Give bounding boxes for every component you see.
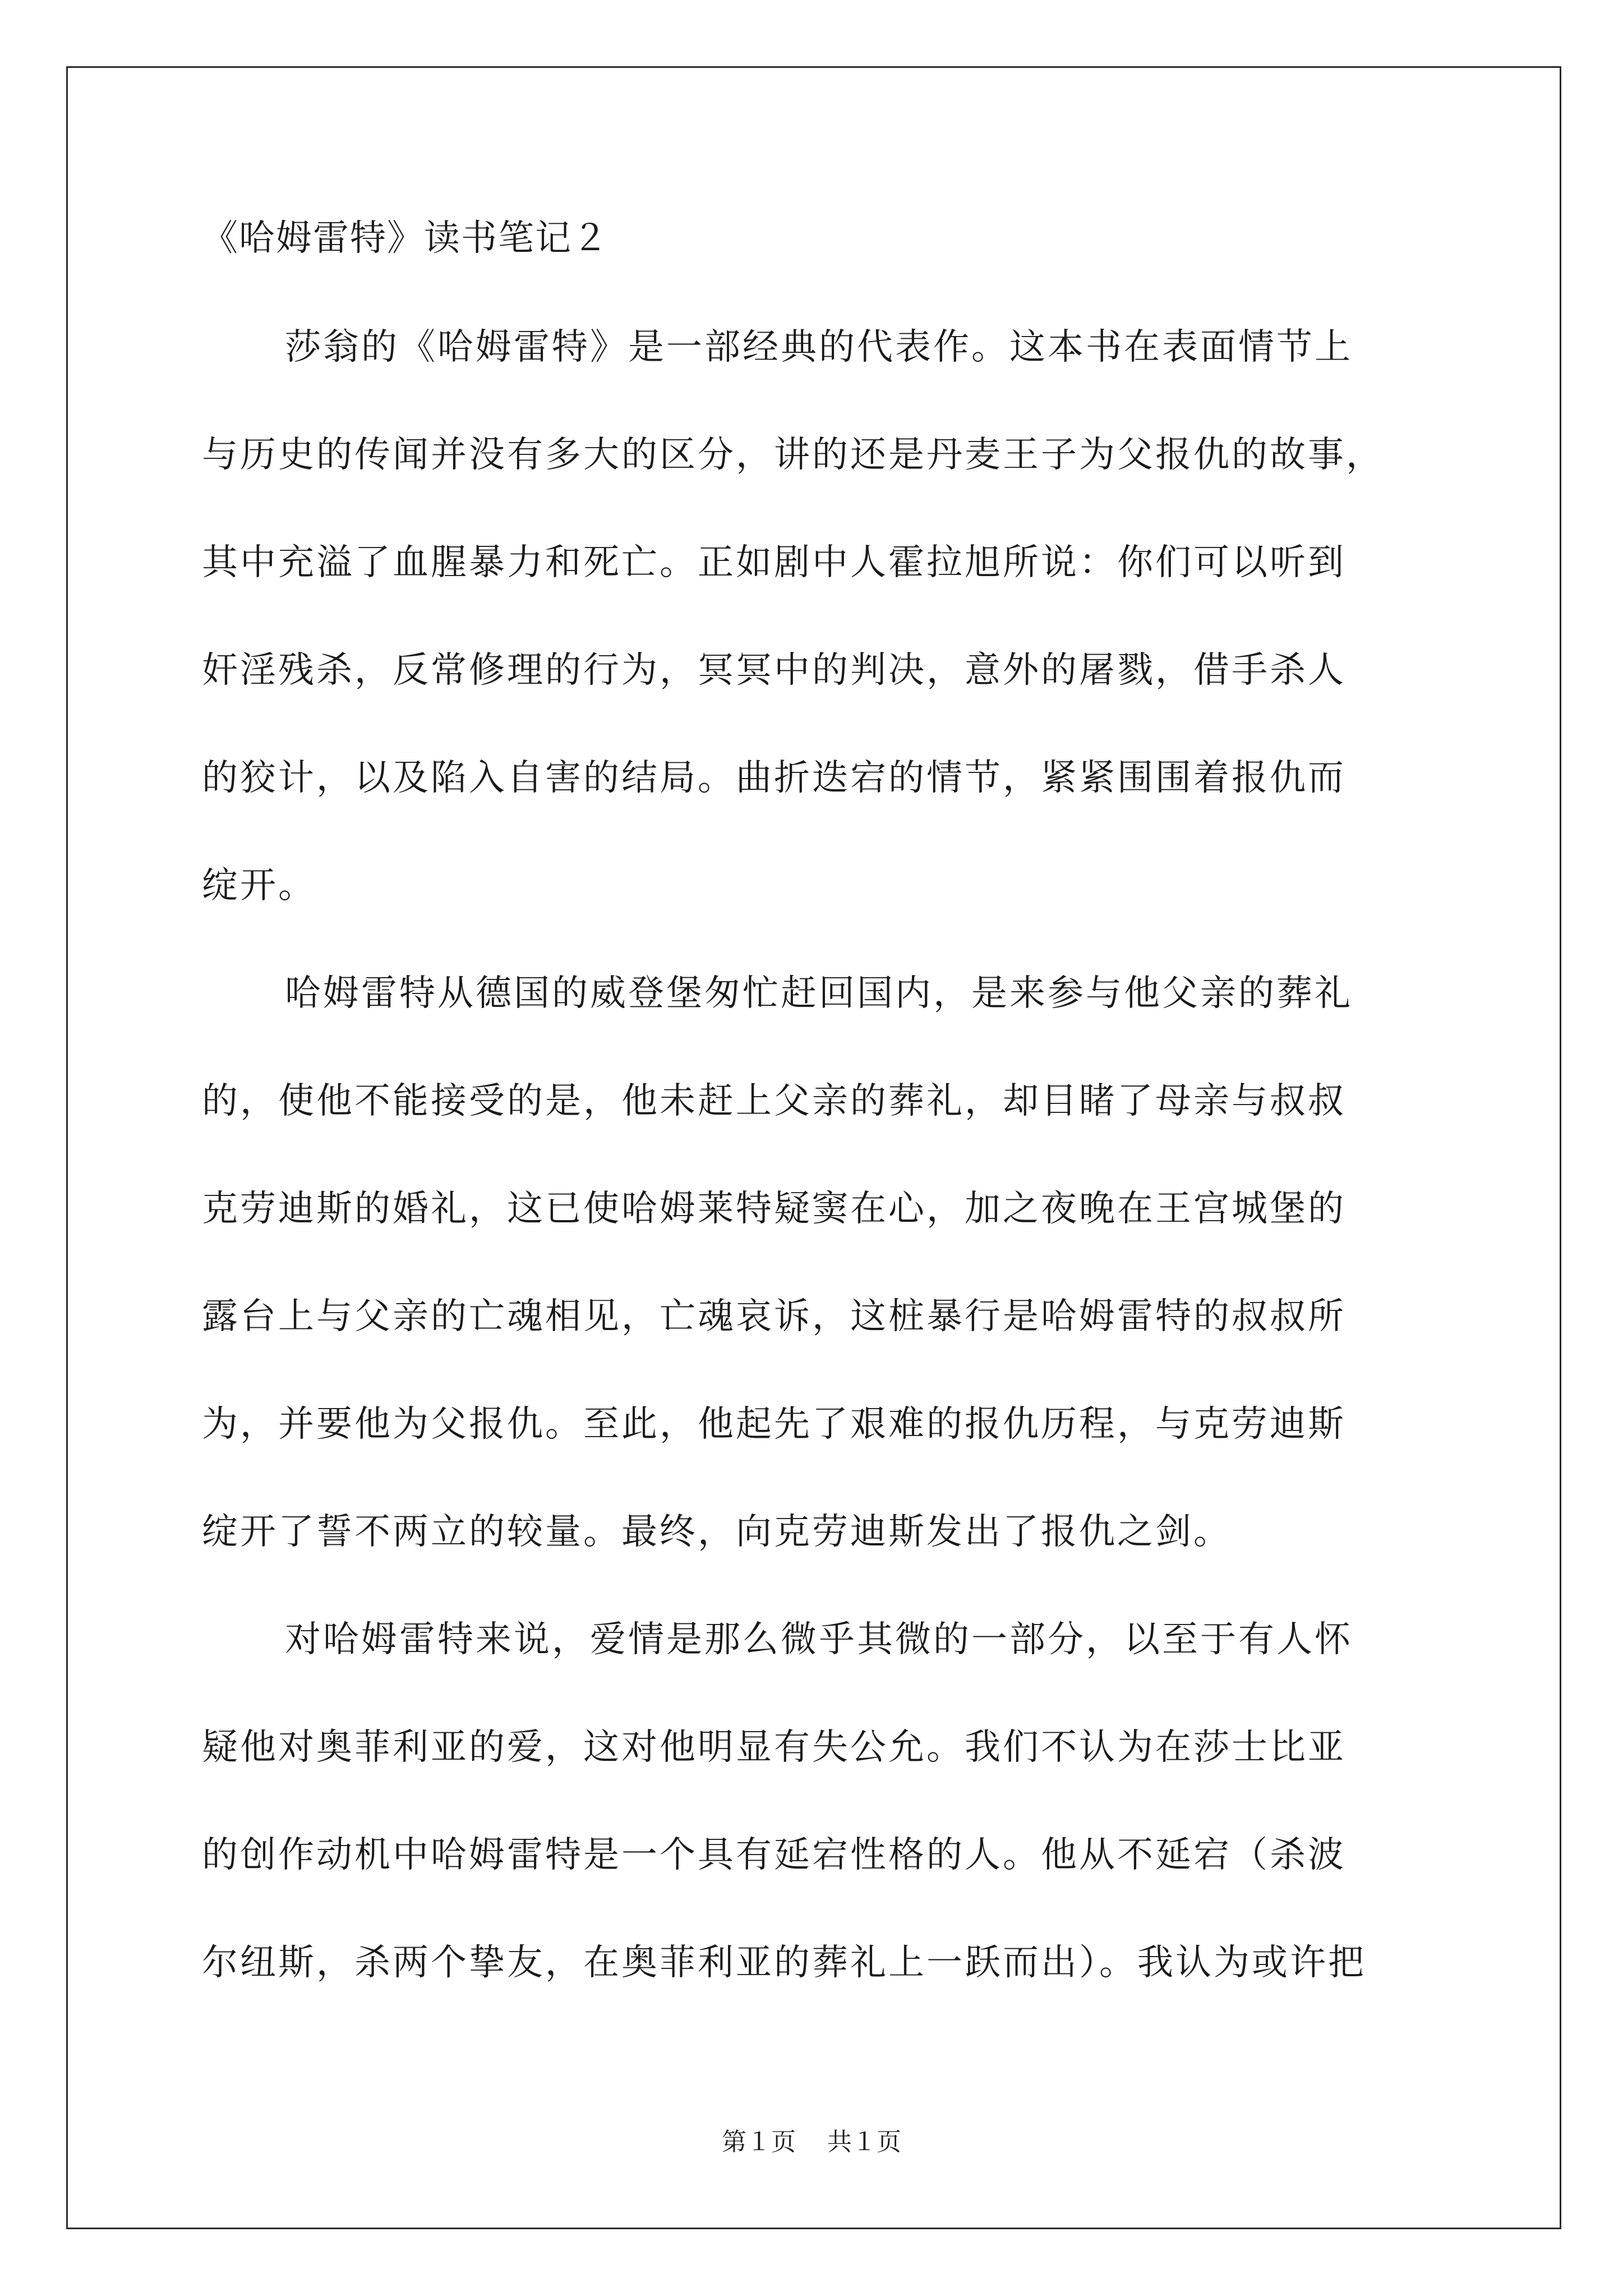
text-line: 的狡计，以及陷入自害的结局。曲折迭宕的情节，紧紧围围着报仇而	[202, 757, 1346, 799]
paragraph	[202, 1586, 1458, 2017]
text-line: 尔纽斯，杀两个挚友，在奥菲利亚的葬礼上一跃而出）。我认为或许把	[202, 1942, 1366, 1984]
document-title: 《哈姆雷特》读书笔记２	[202, 218, 609, 259]
text-line: 绽开了誓不两立的较量。最终，向克劳迪斯发出了报仇之剑。	[202, 1511, 1232, 1553]
text-line: 露台上与父亲的亡魂相见，亡魂哀诉，这桩暴行是哈姆雷特的叔叔所	[202, 1296, 1346, 1337]
text-line: 其中充溢了血腥暴力和死亡。正如剧中人霍拉旭所说：你们可以听到	[202, 542, 1346, 583]
text-line: 莎翁的《哈姆雷特》是一部经典的代表作。这本书在表面情节上	[285, 326, 1353, 368]
text-line: 奸淫残杀，反常修理的行为，冥冥中的判决，意外的屠戮，借手杀人	[202, 650, 1346, 691]
text-line: 疑他对奥菲利亚的爱，这对他明显有失公允。我们不认为在莎士比亚	[202, 1727, 1346, 1768]
text-line: 的创作动机中哈姆雷特是一个具有延宕性格的人。他从不延宕（杀波	[202, 1834, 1346, 1876]
document-body	[202, 220, 1458, 2017]
text-line: 克劳迪斯的婚礼，这已使哈姆莱特疑窦在心，加之夜晚在王宫城堡的	[202, 1188, 1346, 1230]
paragraph	[202, 293, 1458, 940]
text-line: 哈姆雷特从德国的威登堡匆忙赶回国内，是来参与他父亲的葬礼	[285, 973, 1353, 1014]
page-total: 共１页	[827, 2128, 901, 2156]
text-line: 绽开。	[202, 865, 316, 907]
text-line: 与历史的传闻并没有多大的区分，讲的还是丹麦王子为父报仇的故事，	[202, 434, 1384, 476]
text-line: 为，并要他为父报仇。至此，他起先了艰难的报仇历程，与克劳迪斯	[202, 1404, 1346, 1445]
paragraph	[202, 940, 1458, 1586]
page-footer	[0, 2129, 1623, 2156]
page-number: 第１页	[722, 2128, 796, 2156]
text-line: 的，使他不能接受的是，他未赶上父亲的葬礼，却目睹了母亲与叔叔	[202, 1080, 1346, 1122]
text-line: 对哈姆雷特来说，爱情是那么微乎其微的一部分，以至于有人怀	[285, 1619, 1353, 1660]
